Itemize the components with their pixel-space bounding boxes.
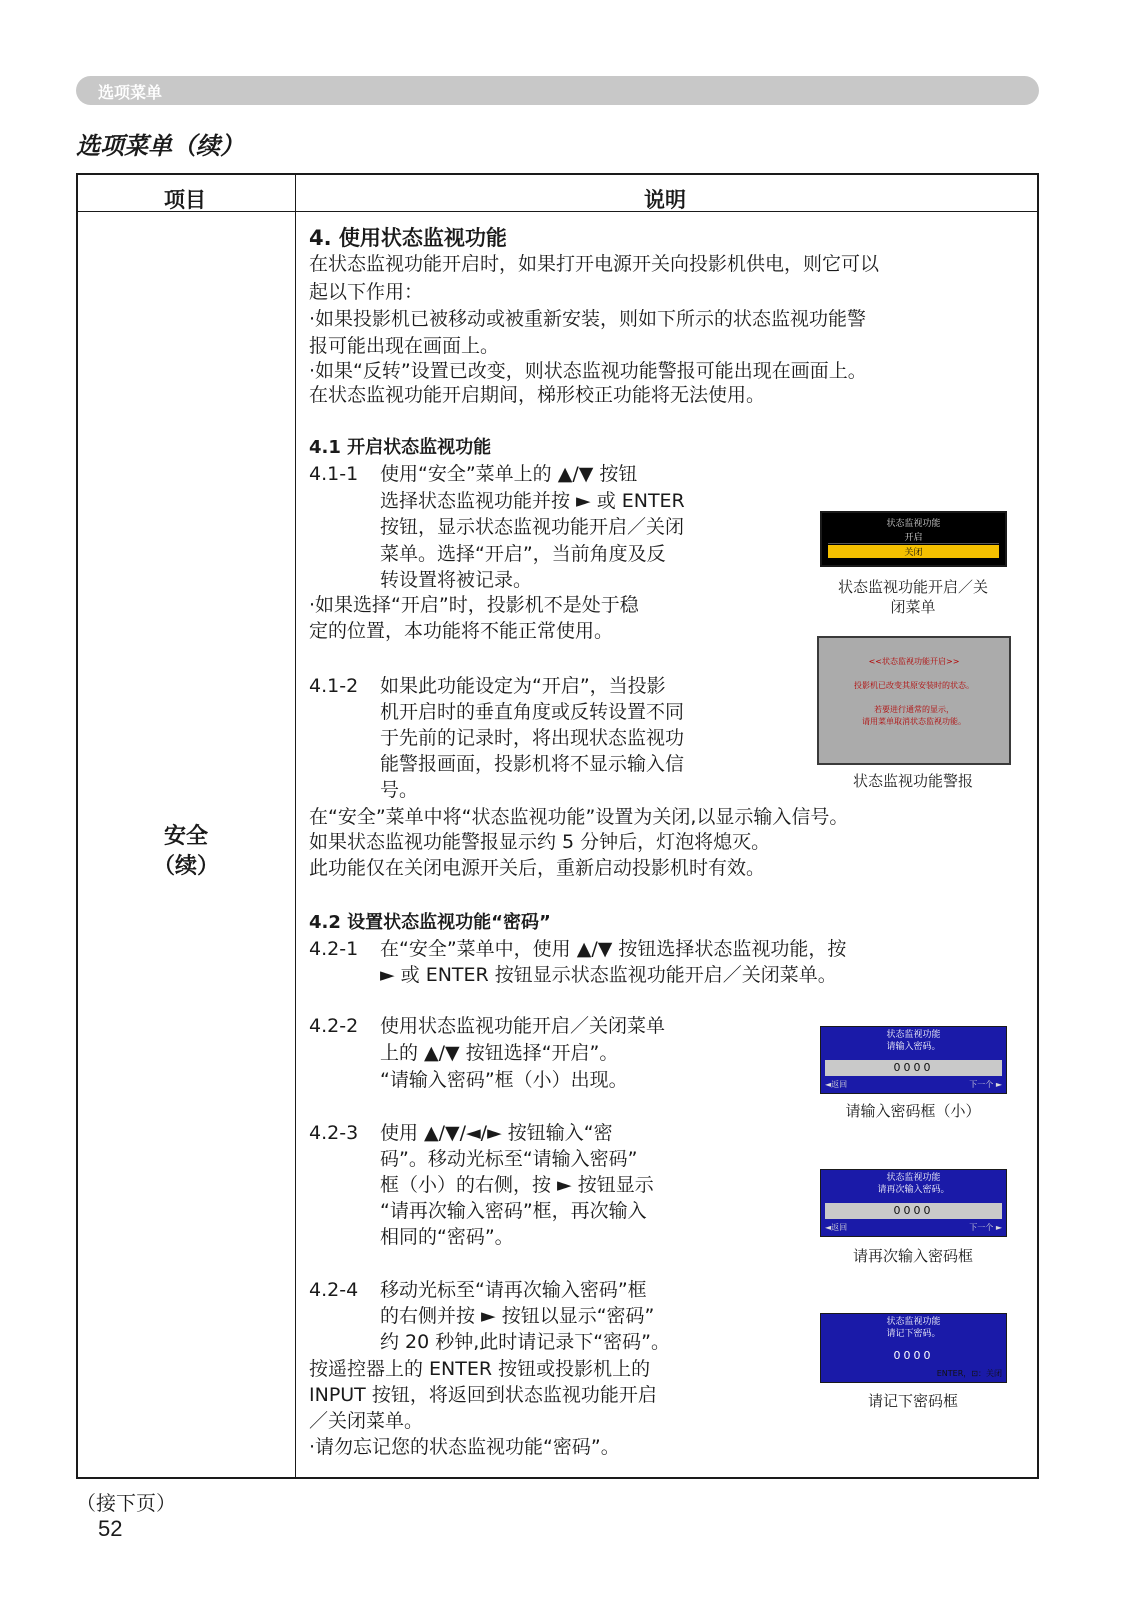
dialog-footer: ENTER，⊡：关闭 (936, 1369, 1002, 1378)
bullet-line: 报可能出现在画面上。 (309, 335, 500, 357)
step-line: 的右侧并按 ► 按钮以显示“密码” (380, 1305, 655, 1327)
step-line: 号。 (380, 779, 419, 801)
step-line: “请再次输入密码”框，再次输入 (380, 1200, 647, 1222)
dialog-title: 状态监视功能 (886, 1317, 941, 1327)
alarm-screen-figure (817, 636, 1011, 765)
next-label: 下一个 ► (969, 1080, 1002, 1089)
dialog-footer (825, 1079, 1002, 1091)
password-input-caption: 请输入密码框（小） (845, 1102, 981, 1120)
body-line: INPUT 按钮，将返回到状态监视功能开启 (309, 1384, 657, 1406)
caption-line: 闭菜单 (890, 598, 936, 616)
body-line: 在“安全”菜单中将“状态监视功能”设置为关闭,以显示输入信号。 (309, 806, 849, 828)
bullet-line: ·如果投影机已被移动或被重新安装，则如下所示的状态监视功能警 (309, 308, 867, 330)
back-label: ◄返回 (825, 1223, 848, 1232)
body-line: 如果状态监视功能警报显示约 5 分钟后，灯泡将熄灭。 (309, 831, 771, 853)
step-line: 使用“安全”菜单上的 ▲/▼ 按钮 (380, 463, 638, 485)
alarm-title: <<状态监视功能开启>> (868, 657, 960, 666)
onoff-option-off: 关闭 (828, 545, 999, 558)
section-tab-label: 选项菜单 (98, 83, 163, 102)
password-note-caption: 请记下密码框 (867, 1392, 958, 1410)
back-label: ◄返回 (825, 1080, 848, 1089)
item-name-sub: （续） (152, 854, 219, 879)
step-line: 能警报画面，投影机将不显示输入信 (380, 753, 685, 775)
item-name (130, 822, 242, 882)
body-line: ／关闭菜单。 (309, 1410, 424, 1432)
password-reenter-figure (820, 1169, 1007, 1237)
body-line: 此功能仅在关闭电源开关后，重新启动投影机时有效。 (309, 857, 766, 879)
section-heading: 4. 使用状态监视功能 (309, 226, 507, 250)
dialog-prompt: 请再次输入密码。 (877, 1185, 950, 1195)
step-line: “请输入密码”框（小）出现。 (380, 1069, 628, 1091)
step-line: 转设置将被记录。 (380, 569, 533, 591)
next-label: 下一个 ► (969, 1223, 1002, 1232)
step-line: 于先前的记录时，将出现状态监视功 (380, 727, 685, 749)
onoff-menu-figure (820, 511, 1007, 567)
step-line: 约 20 秒钟,此时请记录下“密码”。 (380, 1331, 670, 1353)
step-line: 菜单。选择“开启”，当前角度及反 (380, 543, 666, 565)
step-number: 4.1-2 (309, 675, 359, 697)
bullet-line: ·如果“反转”设置已改变，则状态监视功能警报可能出现在画面上。 (309, 360, 867, 382)
step-line: 上的 ▲/▼ 按钮选择“开启”。 (380, 1042, 619, 1064)
step-line: 选择状态监视功能并按 ► 或 ENTER (380, 490, 685, 512)
onoff-menu-caption (813, 577, 1013, 617)
dialog-prompt: 请记下密码。 (886, 1329, 941, 1339)
alarm-message: 若要进行通常的显示， (874, 705, 954, 714)
password-digits: 0000 (825, 1060, 1002, 1076)
alarm-caption: 状态监视功能警报 (852, 772, 973, 790)
dialog-title: 状态监视功能 (886, 1173, 941, 1183)
caption-line: 状态监视功能开启／关 (837, 578, 988, 596)
body-line: 按遥控器上的 ENTER 按钮或投影机上的 (309, 1358, 651, 1380)
step-note: ·如果选择“开启”时，投影机不是处于稳 (309, 594, 639, 616)
step-line: 码”。移动光标至“请输入密码” (380, 1148, 638, 1170)
page-number: 52 (98, 1516, 123, 1541)
password-input-figure (820, 1026, 1007, 1094)
subsection-heading: 4.2 设置状态监视功能“密码” (309, 912, 551, 933)
table-header-divider (76, 211, 1039, 212)
note-line: 在状态监视功能开启期间，梯形校正功能将无法使用。 (309, 384, 766, 406)
step-note: 定的位置，本功能将不能正常使用。 (309, 620, 614, 642)
body-line: ·请勿忘记您的状态监视功能“密码”。 (309, 1436, 620, 1458)
step-number: 4.2-3 (309, 1122, 359, 1144)
onoff-menu-title: 状态监视功能 (886, 519, 941, 529)
alarm-message: 投影机已改变其原安装时的状态。 (854, 681, 974, 690)
item-name-main: 安全 (163, 824, 208, 849)
password-digits: 0000 (825, 1203, 1002, 1219)
intro-line: 在状态监视功能开启时，如果打开电源开关向投影机供电，则它可以 (309, 253, 880, 275)
password-digits: 0000 (825, 1345, 1002, 1367)
password-note-figure (820, 1313, 1007, 1383)
step-number: 4.2-4 (309, 1279, 359, 1301)
step-number: 4.1-1 (309, 463, 359, 485)
onoff-option-on: 开启 (828, 530, 999, 544)
page-title: 选项菜单（续） (76, 132, 244, 160)
step-line: 移动光标至“请再次输入密码”框 (380, 1279, 647, 1301)
continued-note: （接下页） (76, 1491, 176, 1515)
step-line: 按钮，显示状态监视功能开启／关闭 (380, 516, 685, 538)
subsection-heading: 4.1 开启状态监视功能 (309, 437, 492, 458)
step-line: 使用状态监视功能开启／关闭菜单 (380, 1015, 666, 1037)
intro-line: 起以下作用： (309, 281, 424, 303)
alarm-message: 请用菜单取消状态监视功能。 (862, 717, 966, 726)
dialog-title: 状态监视功能 (886, 1030, 941, 1040)
dialog-prompt: 请输入密码。 (886, 1042, 941, 1052)
password-reenter-caption: 请再次输入密码框 (852, 1247, 973, 1265)
column-header-description: 说明 (644, 188, 686, 212)
step-line: 在“安全”菜单中，使用 ▲/▼ 按钮选择状态监视功能，按 (380, 938, 847, 960)
step-line: ► 或 ENTER 按钮显示状态监视功能开启／关闭菜单。 (380, 964, 837, 986)
step-line: 使用 ▲/▼/◄/► 按钮输入“密 (380, 1122, 613, 1144)
step-line: 框（小）的右侧，按 ► 按钮显示 (380, 1174, 654, 1196)
column-header-item: 项目 (164, 188, 206, 212)
section-tab (76, 76, 1039, 105)
dialog-footer (825, 1222, 1002, 1234)
step-number: 4.2-1 (309, 938, 359, 960)
step-line: 机开启时的垂直角度或反转设置不同 (380, 701, 685, 723)
step-line: 如果此功能设定为“开启”，当投影 (380, 675, 666, 697)
table-column-divider (295, 173, 296, 1479)
step-number: 4.2-2 (309, 1015, 359, 1037)
step-line: 相同的“密码”。 (380, 1226, 514, 1248)
